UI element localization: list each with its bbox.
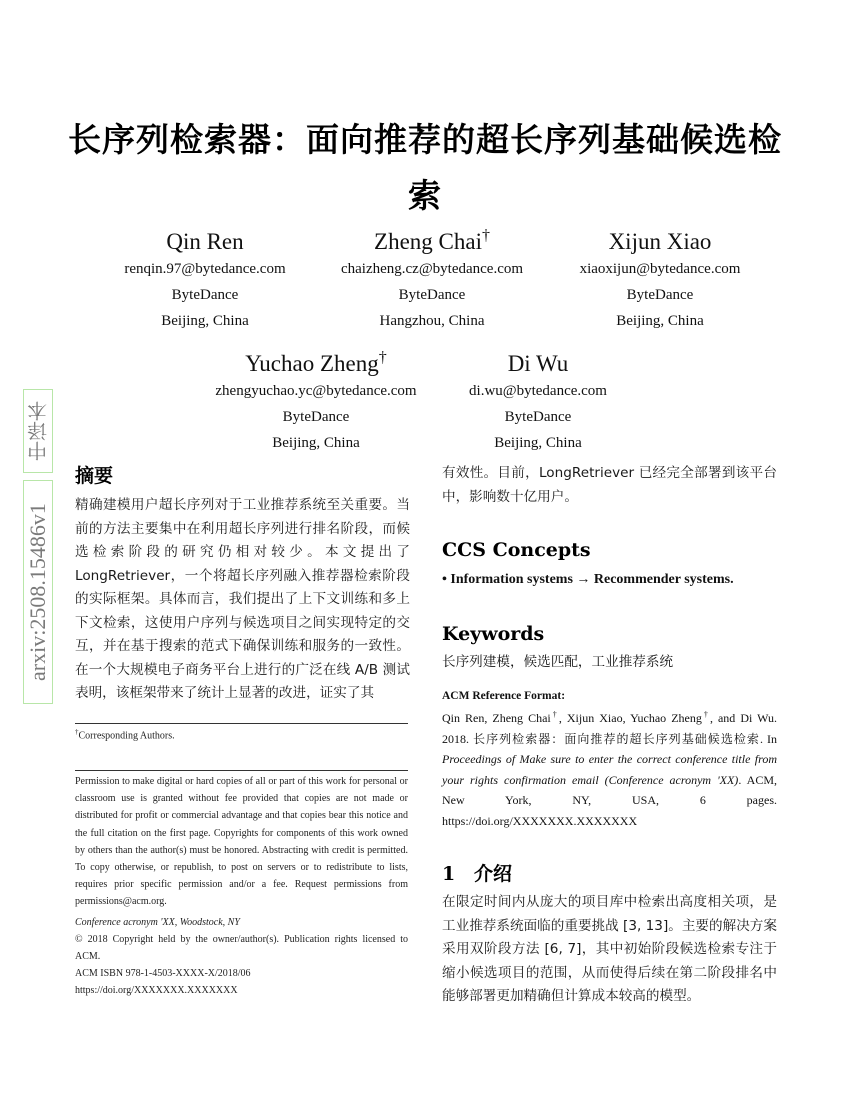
author-email: zhengyuchao.yc@bytedance.com (215, 383, 417, 399)
footnote-divider (75, 723, 408, 724)
author-name: Di Wu (507, 351, 569, 376)
doi-link[interactable]: https://doi.org/XXXXXXX.XXXXXXX (75, 985, 238, 997)
abstract-heading: 摘要 (75, 465, 114, 487)
abstract-continued: 有效性。目前，LongRetriever 已经完全部署到该平台中，影响数十亿用户。 (442, 465, 777, 505)
footnote: †Corresponding Authors. (75, 728, 175, 742)
author-name: Zheng Chai† (374, 227, 490, 254)
permission-divider (75, 770, 408, 771)
author-affiliation: ByteDance (282, 409, 350, 425)
conference-line: Conference acronym 'XX, Woodstock, NY (75, 916, 240, 928)
dagger-mark: † (378, 349, 387, 366)
abstract-text: 精确建模用户超长序列对于工业推荐系统至关重要。当前的方法主要集中在利用超长序列进行排名阶段，而候选检索阶段的研究仍相对较少。本文提出了 LongRetriever，一个将超长序列融入推荐器检索阶段的实际框架。具体而言，我们提出了上下文训练和多上下文检索，这使用户序列与候选项目之间实现特定的交互，并在基于搜索的范式下确保训练和服务的一致性。在一个大规模电子商务平台上进行的广泛在线 A/B 测试表明，该框架带来了统计上显著的改进，证实了其 (75, 497, 410, 701)
author-block (418, 350, 658, 456)
section-number: 1 (442, 863, 456, 885)
author-block (312, 228, 552, 334)
arxiv-id-link[interactable]: arxiv:2508.15486v1 (23, 480, 53, 704)
keywords-text: 长序列建模，候选匹配，工业推荐系统 (442, 654, 674, 670)
left-column (75, 462, 410, 706)
author-email: chaizheng.cz@bytedance.com (340, 261, 524, 277)
author-name: Yuchao Zheng† (245, 349, 387, 376)
permission-block (75, 773, 408, 1000)
author-affiliation: ByteDance (504, 409, 572, 425)
author-location: Beijing, China (272, 435, 360, 451)
author-email: di.wu@bytedance.com (469, 383, 607, 399)
right-column (442, 462, 777, 1009)
arxiv-stamp (23, 385, 53, 705)
translation-tag: 中译本 (23, 389, 53, 473)
keywords-heading: Keywords (442, 623, 545, 645)
ccs-item: • Information systems → Recommender systems. (442, 572, 734, 587)
acm-reference-text: Qin Ren, Zheng Chai†, Xijun Xiao, Yuchao Zheng†, and Di Wu. 2018. 长序列检索器：面向推荐的超长序列基础候选检索. In Proceedings of Make sure to enter the correct conference title from your rights confirmation email (Conference acronym 'XX). ACM, New York, NY, USA, 6 pages. https://doi.org/XXXXXXX.XXXXXXX (442, 710, 778, 828)
author-block (85, 228, 325, 334)
author-affiliation: ByteDance (398, 287, 466, 303)
author-block (540, 228, 780, 334)
author-affiliation: ByteDance (626, 287, 694, 303)
author-name: Qin Ren (166, 229, 244, 254)
author-email: renqin.97@bytedance.com (124, 261, 286, 277)
permission-text: Permission to make digital or hard copies of all or part of this work for personal or classroom use is granted without fee provided that copies are not made or distributed for profit or commercial advantage and that copies bear this notice and the full citation on the first page. Copyrights for components of this work owned by others than the author(s) must be honored. Abstracting with credit is permitted. To copy otherwise, or republish, to post on servers or to redistribute to lists, requires prior specific permission and/or a fee. Request permissions from permissions@acm.org. (75, 776, 408, 908)
paper-title: 长序列检索器：面向推荐的超长序列基础候选检索 (68, 120, 782, 215)
dagger-mark: † (75, 728, 79, 736)
author-location: Hangzhou, China (379, 313, 485, 329)
acm-reference-heading: ACM Reference Format: (442, 690, 566, 702)
author-location: Beijing, China (616, 313, 704, 329)
author-affiliation: ByteDance (171, 287, 239, 303)
author-email: xiaoxijun@bytedance.com (579, 261, 741, 277)
dagger-mark: † (481, 227, 490, 244)
author-location: Beijing, China (494, 435, 582, 451)
author-block (196, 350, 436, 456)
author-name: Xijun Xiao (608, 229, 712, 254)
ccs-heading: CCS Concepts (442, 539, 591, 561)
author-location: Beijing, China (161, 313, 249, 329)
intro-heading: 1 介绍 (442, 863, 513, 885)
intro-text: 在限定时间内从庞大的项目库中检索出高度相关项，是工业推荐系统面临的重要挑战 [3, 13]。主要的解决方案采用双阶段方法 [6, 7]，其中初始阶段候选检索专注于缩小候选项目的范围，从而使得后续在第二阶段排名中能够部署更加精确但计算成本较高的模型。 (442, 894, 777, 1004)
copyright-line: © 2018 Copyright held by the owner/author(s). Publication rights licensed to ACM. (75, 933, 408, 963)
isbn-line: ACM ISBN 978-1-4503-XXXX-X/2018/06 (75, 968, 251, 980)
